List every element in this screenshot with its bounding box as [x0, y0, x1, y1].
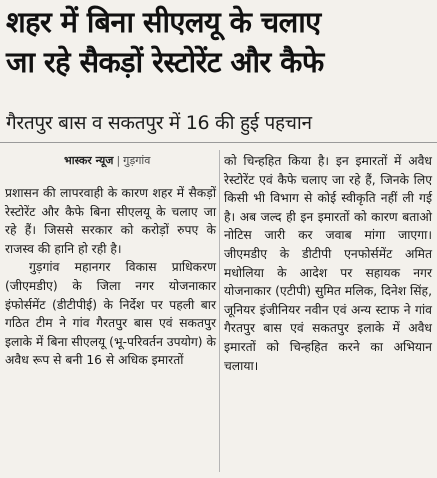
headline-rule	[0, 142, 437, 143]
headline	[6, 2, 432, 82]
headline-line-1: शहर में बिना सीएलयू के चलाए	[6, 5, 321, 39]
article-column-left	[5, 152, 216, 370]
byline-separator: |	[116, 154, 121, 167]
byline-agency: भास्कर न्यूज	[64, 154, 114, 167]
byline-city: गुड़गांव	[123, 154, 151, 167]
article-paragraph: प्रशासन की लापरवाही के कारण शहर में सैकड़ों रेस्टोरेंट और कैफे बिना सीएलयू के चलाए जा रहे हैं। जिससे सरकार को करोड़ों रुपए के राजस्व की हानि हो रही है।	[5, 186, 216, 256]
headline-line-2: जा रहे सैकड़ों रेस्टोरेंट और कैफे	[6, 45, 324, 79]
article-paragraph: को चिन्हहित किया है। इन इमारतों में अवैध रेस्टोरेंट एवं कैफे चलाए जा रहे हैं, जिनके लिए किसी भी विभाग से कोई स्वीकृति नहीं ली गई है। अब जल्द ही इन इमारतों को कारण बताओ नोटिस जारी कर जवाब मांगा जाएगा। जीएमडीए के डीटीपी एनफोर्समेंट अमित मधोलिया के आदेश पर सहायक नगर योजनाकार (एटीपी) सुमित मलिक, दिनेश सिंह, जूनियर इंजीनियर नवीन एवं अन्य स्टाफ ने गांव गैरतपुर बास एवं सकतपुर इलाके में अवैध इमारतों को चिन्हहित करने का अभियान चलाया।	[224, 154, 432, 373]
article-paragraph: गुड़गांव महानगर विकास प्राधिकरण (जीएमडीए) के जिला नगर योजनाकार इंफोर्समेंट (डीटीपीई) के निर्देश पर पहली बार गठित टीम ने गांव गैरतपुर बास एवं सकतपुर इलाके में बिना सीएलयू (भू-परिवर्तन उपयोग) के अवैध रूप से बनी 16 से अधिक इमारतों	[5, 260, 216, 368]
article-column-right	[224, 152, 432, 375]
column-divider	[219, 150, 220, 472]
subheadline: गैरतपुर बास व सकतपुर में 16 की हुई पहचान	[6, 112, 312, 134]
